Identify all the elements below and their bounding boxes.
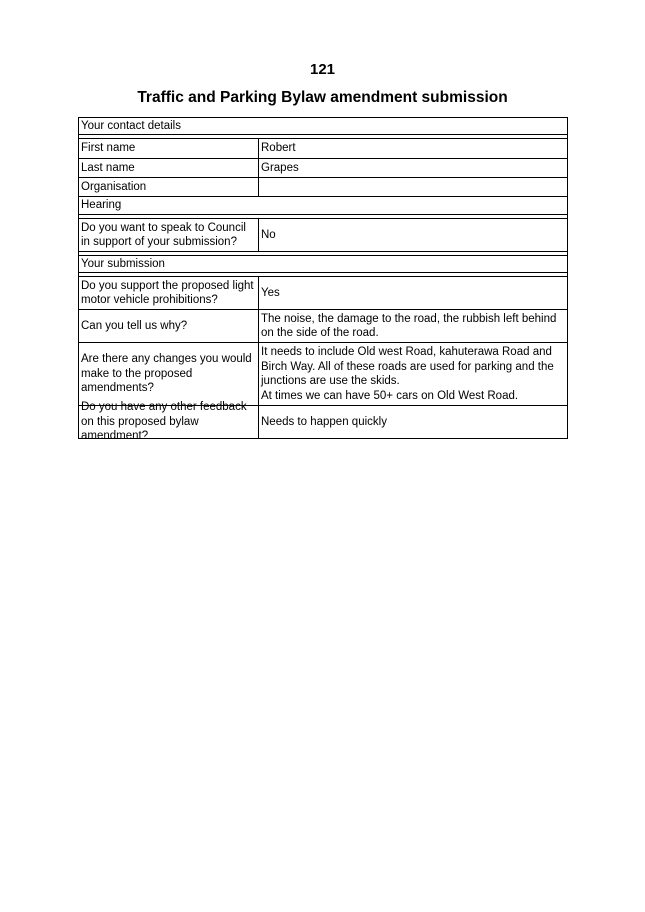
row-speak xyxy=(78,219,568,252)
row-feedback xyxy=(78,401,568,443)
label-first-name: First name xyxy=(79,139,259,158)
section-heading-submission: Your submission xyxy=(78,255,568,273)
row-support xyxy=(78,277,568,310)
row-organisation xyxy=(78,178,568,197)
row-first-name xyxy=(78,139,568,159)
value-changes xyxy=(259,343,567,405)
label-feedback: Do you have any other feedback on this proposed bylaw amendment? xyxy=(79,406,259,438)
row-changes xyxy=(78,343,568,406)
label-speak: Do you want to speak to Council in support of your submission? xyxy=(79,219,259,251)
value-support: Yes xyxy=(261,286,280,299)
label-organisation: Organisation xyxy=(79,178,259,196)
value-first-name: Robert xyxy=(261,142,296,155)
label-changes: Are there any changes you would make to the proposed amendments? xyxy=(79,343,259,405)
value-organisation xyxy=(259,178,567,196)
page-number: 121 xyxy=(309,61,336,78)
submission-form xyxy=(78,117,568,443)
value-why: The noise, the damage to the road, the rubbish left behind on the side of the road. xyxy=(261,312,557,339)
section-heading-hearing: Hearing xyxy=(78,197,568,215)
label-why: Can you tell us why? xyxy=(79,310,259,342)
value-feedback: Needs to happen quickly xyxy=(261,415,387,428)
label-support: Do you support the proposed light motor vehicle prohibitions? xyxy=(79,277,259,309)
value-changes-line-1: It needs to include Old west Road, kahuterawa Road and Birch Way. All of these roads are used for parking and the junctions are use the skids. xyxy=(261,346,554,387)
section-heading-contact: Your contact details xyxy=(78,117,568,135)
value-last-name: Grapes xyxy=(261,161,299,174)
row-last-name xyxy=(78,159,568,178)
row-why xyxy=(78,310,568,343)
page-title: Traffic and Parking Bylaw amendment submission xyxy=(137,89,508,106)
value-changes-line-2: At times we can have 50+ cars on Old West Road. xyxy=(261,389,519,402)
label-last-name: Last name xyxy=(79,159,259,177)
value-speak: No xyxy=(261,228,276,241)
